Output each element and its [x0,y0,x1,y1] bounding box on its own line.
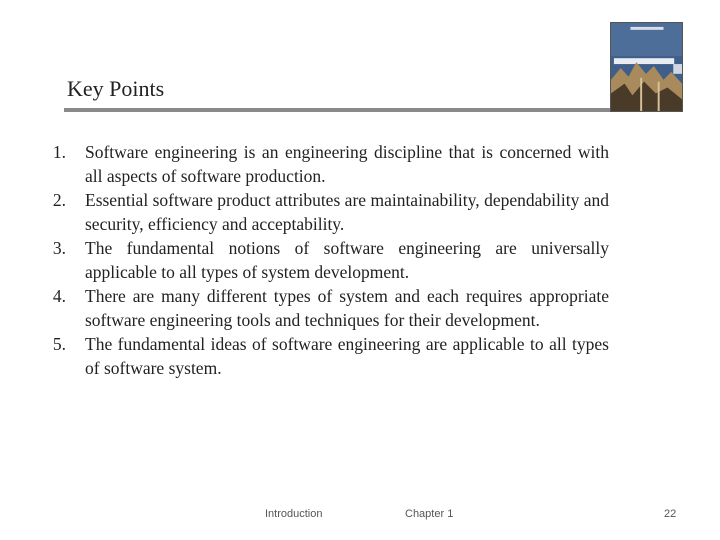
list-item [40,236,609,284]
footer-chapter-label: Chapter 1 [405,508,454,520]
list-item [40,284,609,332]
list-item-number: 5. [52,334,66,354]
book-cover-picture [611,23,682,111]
slide-title: Key Points [67,76,165,101]
list-item-number: 4. [52,286,66,306]
cover-author-strip [630,27,663,30]
list-item [40,188,609,236]
list-item-number: 2. [52,190,66,210]
book-cover-image [610,22,683,112]
cover-building-highlight [640,78,642,111]
key-points-list [40,140,609,380]
list-item-text: Software engineering is an engineering discipline that is concerned with all aspects of software production. [85,142,609,186]
list-item-number: 1. [52,142,66,162]
list-item-number: 3. [52,238,66,258]
list-item-text: The fundamental ideas of software engineering are applicable to all types of software system. [85,334,609,378]
list-item-text: Essential software product attributes are maintainability, dependability and security, efficiency and acceptability. [85,190,609,234]
list-item-text: The fundamental notions of software engineering are universally applicable to all types of system development. [85,238,609,282]
cover-building-highlight [658,82,660,111]
list-item [40,140,609,188]
list-item-text: There are many different types of system and each requires appropriate software engineering tools and techniques for their development. [85,286,609,330]
list-item [40,332,609,380]
title-divider [64,108,607,112]
footer-section-label: Introduction [265,508,323,520]
cover-title-strip [614,58,674,64]
cover-edition-mark [673,64,682,74]
slide-number: 22 [664,508,677,520]
